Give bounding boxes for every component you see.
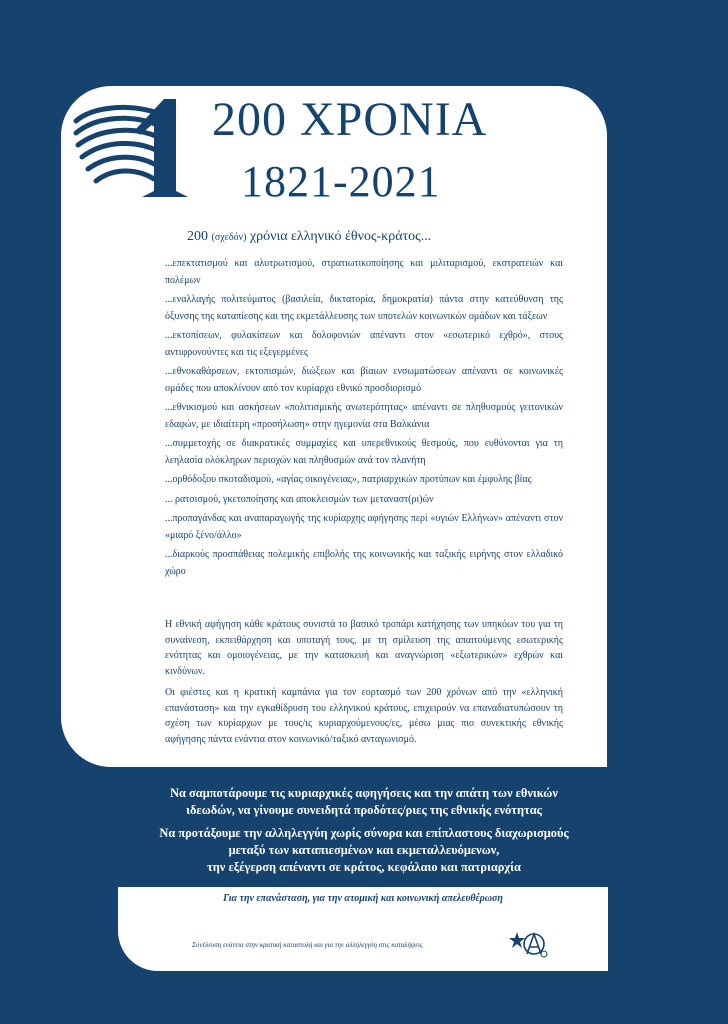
subtitle [187,229,431,245]
signature: Συνέλευση ενάντια στην κρατική καταστολή και για την αλληλεγγύη στις καταλήψεις [192,941,423,949]
list-item: ...εναλλαγής πολιτεύματος (βασιλεία, δικτατορία, δημοκρατία) πάντα στην κατεύθυνση της όξυνσης της καταπίεσης και της εκμετάλλευσης των υποτελών κοινωνικών ομάδων και τάξεων [165,294,563,322]
page-title: 200 ΧΡΟΝΙΑ [212,93,488,146]
list [165,256,563,583]
subtitle-small: (σχεδόν) [211,232,247,243]
list-item: ...εθνοκαθάρσεων, εκτοπισμών, διώξεων και βίαιων ενσωματώσεων απέναντι σε κοινωνικές ομάδες που αποκλίνουν από τον κυρίαρχο εθνικό προσδιορισμό [165,366,563,394]
slogan-line: Να σαμποτάρουμε τις κυριαρχικές αφηγήσεις και την απάτη των εθνικών [170,786,558,800]
page-title-years: 1821-2021 [241,157,441,206]
paragraph-national-narrative: Η εθνική αφήγηση κάθε κράτους συνιστά το βασικό τροπάρι κατήχησης των υπηκόων του για τη συναίνεση, εκπειθάρχηση και υποταγή τους, με τη σμίλευση της απαιτούμενης εσωτερικής ενότητας και ομοιογένειας, με την κατασκευή και αναγνώριση «εξωτερικών» εχθρών και κινδύνων. [165,619,563,677]
list-item: ...ορθόδοξου σκοταδισμού, «αγίας οικογένειας», πατριαρχικών προτύπων και έμφυλης βίας [165,474,532,485]
list-item: ... ρατσισμού, γκετοποίησης και αποκλεισμών των μεταναστ(ρι)ών [165,493,434,505]
anniversary-logo-icon [72,93,200,203]
list-item: ...συμμετοχής σε διακρατικές συμμαχίες και υπερεθνικούς θεσμούς, που ευθύνονται για τη λεηλασία ολόκληρων περιοχών και πληθυσμών ανά τον πλανήτη [165,438,563,466]
slogan-line: την εξέγερση απέναντι σε κράτος, κεφάλαιο και πατριαρχία [207,860,521,874]
paragraph-celebrations: Οι φιέστες και η κρατική καμπάνια για τον εορτασμό των 200 χρόνων από την «ελληνική επανάσταση» και την εγκαθίδρυση του ελληνικού κράτους, επιχειρούν να επαναδιατυπώσουν τη σχέση των κυρίαρχων με τους/ις κυριαρχούμενους/ες, μέσω μιας πιο συνεκτικής εθνικής αφήγησης πάντα ενάντια στον κοινωνικό/ταξικό ανταγωνισμό. [165,687,563,745]
list-item: ...προπαγάνδας και αναπαραγωγής της κυρίαρχης αφήγησης περί «υγιών Ελλήνων» απέναντι στον «μιαρό ξένο/άλλο» [165,513,563,541]
list-item: ...διαρκούς προσπάθειας πολεμικής επιβολής της κοινωνικής και ταξικής ειρήνης στον ελλαδικό χώρο [165,549,563,577]
slogan-line: ιδεωδών, να γίνουμε συνειδητά προδότες/ριες της εθνικής ενότητας [186,803,542,817]
subtitle-post: χρόνια ελληνικό έθνος-κράτος... [246,229,432,244]
list-item: ...εθνικισμού και ασκήσεων «πολιτισμικής ανωτερότητας» απέναντι σε πληθυσμούς γειτονικών εδαφών, με ιδιαίτερη «προσήλωση» στην ηγεμονία στα Βαλκάνια [165,402,563,430]
footer-slogan: Για την επανάσταση, για την ατομική και κοινωνική απελευθέρωση [223,893,503,904]
subtitle-pre: 200 [187,229,212,244]
slogan-line: μεταξύ των καταπιεσμένων και εκμεταλλευόμενων, [228,843,500,857]
list-item: ...επεκτατισμού και αλυτρωτισμού, στρατιωτικοποίησης και μιλιταρισμού, εκστρατειών και πολέμων [165,258,563,286]
anarchy-star-icon [508,930,548,958]
slogan-line: Να προτάξουμε την αλληλεγγύη χωρίς σύνορα και επίπλαστους διαχωρισμούς [159,826,569,840]
slogan-sabotage [0,785,728,819]
list-item: ...εκτοπίσεων, φυλακίσεων και δολοφονιών απέναντι στον «εσωτερικό εχθρό», στους αντιφρονούντες και τις εξεγερμένες [165,330,563,358]
slogan-solidarity [0,825,728,876]
